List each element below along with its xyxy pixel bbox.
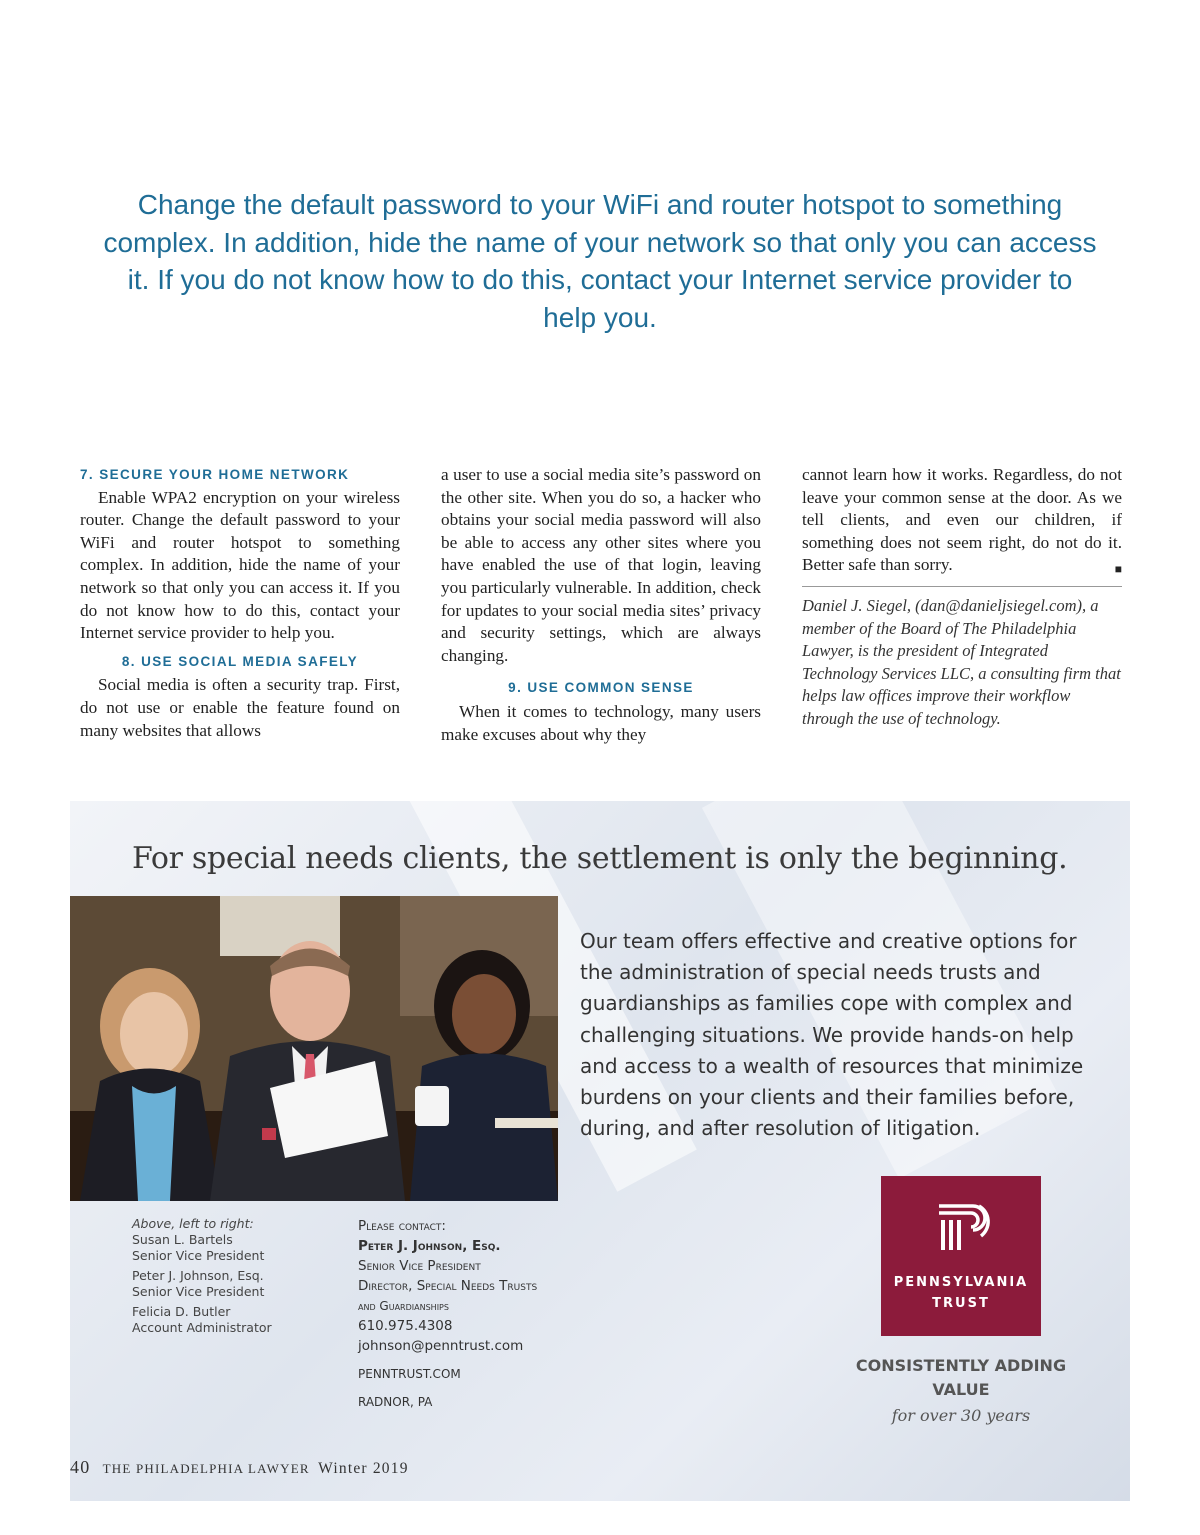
caption-person-name: Peter J. Johnson, Esq. [132, 1268, 264, 1283]
contact-email[interactable]: johnson@penntrust.com [358, 1338, 524, 1354]
tagline-line: VALUE [932, 1380, 990, 1399]
issue-date: Winter 2019 [318, 1460, 409, 1477]
article-column-3 [802, 464, 1122, 731]
caption-person-role: Senior Vice President [132, 1284, 265, 1299]
end-mark-icon: ■ [1114, 562, 1122, 577]
contact-department-cont: and Guardianships [358, 1299, 449, 1313]
publication-name: THE PHILADELPHIA LAWYER [102, 1461, 310, 1476]
section-9-heading: 9. USE COMMON SENSE [508, 680, 694, 696]
advertisement [70, 801, 1130, 1501]
pennsylvania-trust-logo [881, 1176, 1041, 1336]
caption-person-name: Susan L. Bartels [132, 1232, 233, 1247]
logo-wordmark-line: TRUST [932, 1296, 990, 1311]
section-8-heading: 8. USE SOCIAL MEDIA SAFELY [121, 653, 359, 669]
section-8-body-part1: Social media is often a security trap. First, do not use or enable the feature found on many websites that allows [80, 675, 400, 740]
contact-title: Senior Vice President [358, 1258, 481, 1274]
tagline-line: CONSISTENTLY ADDING [855, 1356, 1067, 1375]
ad-tagline-sub: for over 30 years [891, 1406, 1031, 1425]
contact-phone: 610.975.4308 [358, 1318, 453, 1334]
contact-name: Peter J. Johnson, Esq. [358, 1238, 501, 1254]
caption-title: Above, left to right: [132, 1216, 254, 1231]
section-7-body: Enable WPA2 encryption on your wireless router. Change the default password to your WiFi and router hotspot to something complex. In addition, hide the name of your network so that only you can access it. If you do not know how to do this, contact your Internet service provider to help you. [80, 487, 400, 643]
caption-person-name: Felicia D. Butler [132, 1304, 231, 1319]
author-bio: Daniel J. Siegel, (dan@danieljsiegel.com), a member of the Board of The Philadelphia Lawyer, is the president of Integrated Technology Services LLC, a consulting firm that helps law offices improve their workflow through the use of technology. [802, 595, 1121, 728]
article-column-1 [80, 464, 400, 742]
penn-trust-emblem-icon [881, 1176, 1041, 1266]
contact-block [358, 1216, 537, 1412]
section-7-heading: 7. SECURE YOUR HOME NETWORK [80, 467, 350, 482]
divider [802, 586, 1122, 587]
ad-headline: For special needs clients, the settlement is only the beginning. [132, 841, 1068, 876]
page-footer [70, 1457, 409, 1478]
section-9-body-part1: When it comes to technology, many users make excuses about why they [441, 701, 761, 744]
page-number: 40 [70, 1457, 91, 1477]
contact-label: Please contact: [358, 1218, 446, 1234]
contact-department: Director, Special Needs Trusts [358, 1278, 538, 1294]
article-column-2 [441, 464, 761, 746]
logo-wordmark-line: PENNSYLVANIA [893, 1275, 1029, 1290]
ad-tagline [830, 1354, 1092, 1402]
pull-quote: Change the default password to your WiFi and router hotspot to something complex. In addition, hide the name of your network so that only you can access it. If you do not know how to do this, contact your Internet service provider to help you. [103, 189, 1097, 333]
team-photo [70, 896, 558, 1201]
photo-caption [132, 1216, 272, 1336]
caption-person-role: Account Administrator [132, 1320, 272, 1335]
caption-person-role: Senior Vice President [132, 1248, 265, 1263]
logo-wordmark [881, 1272, 1041, 1314]
section-8-body-part2: a user to use a social media site’s password on the other site. When you do so, a hacker who obtains your social media password will also be able to access any other sites where you have enabled the use of that login, leaving you particularly vulnerable. In addition, check for updates to your social media sites’ privacy and security settings, which are always changing. [441, 465, 761, 665]
section-9-body-part2: cannot learn how it works. Regardless, do not leave your common sense at the door. As we tell clients, and even our children, if something does not seem right, do not do it. Better safe than sorry. ■ [802, 464, 1122, 577]
ad-body-copy: Our team offers effective and creative options for the administration of special needs trusts and guardianships as families cope with complex and challenging situations. We provide hands-on help and access to a wealth of resources that minimize burdens on your clients and their families before, during, and after resolution of litigation. [580, 929, 1084, 1141]
team-photo-illustration [70, 896, 558, 1201]
contact-website[interactable]: PENNTRUST.COM [358, 1367, 461, 1381]
contact-location: RADNOR, PA [358, 1395, 433, 1409]
